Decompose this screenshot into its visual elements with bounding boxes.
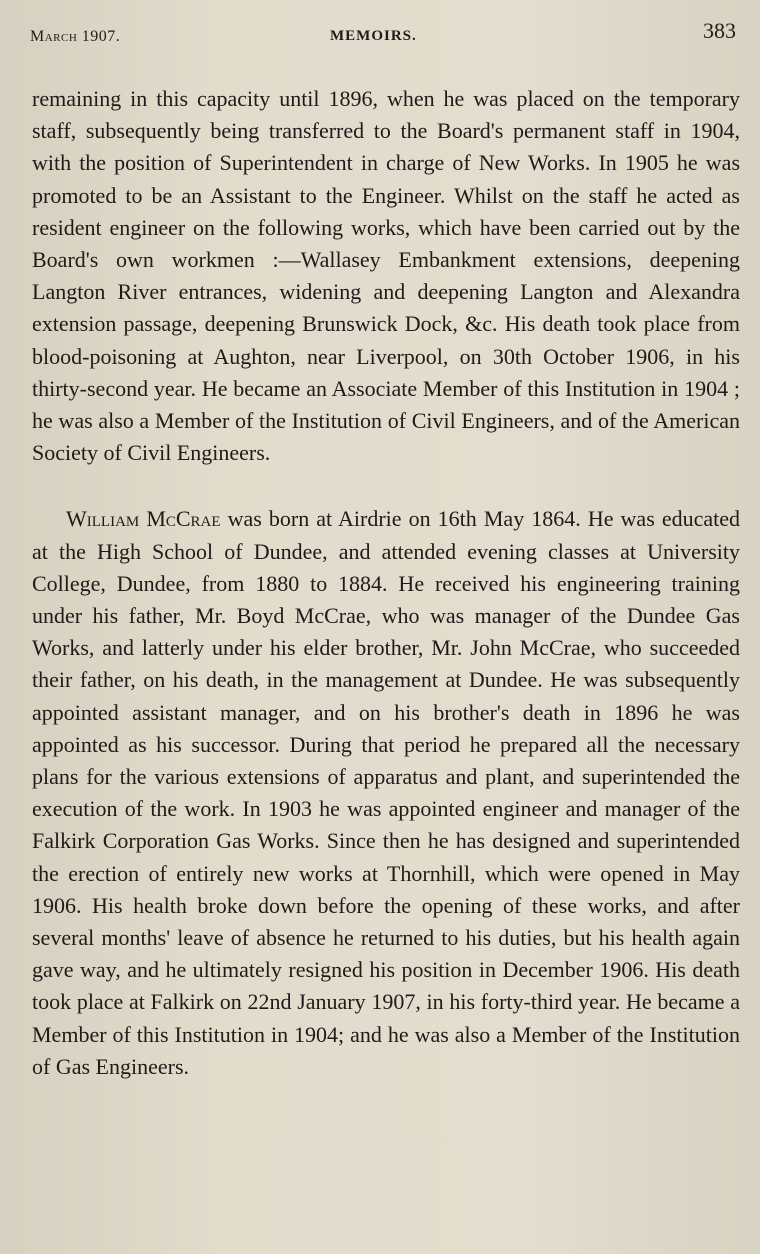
running-head xyxy=(30,18,738,48)
memoir-subject-name: William McCrae xyxy=(66,506,221,532)
memoir-paragraph-william-mccrae xyxy=(32,503,740,1083)
running-head-section: MEMOIRS. xyxy=(330,28,417,44)
running-head-date: March 1907. xyxy=(30,28,121,45)
page-number: 383 xyxy=(703,18,736,43)
memoir-text: was born at Airdrie on 16th May 1864. He was educated at the High School of Dundee, and attended evening classes at University College, Dundee, from 1880 to 1884. He received his engineering training under his father, Mr. Boyd McCrae, who was manager of the Dundee Gas Works, and latterly under his elder brother, Mr. John McCrae, who succeeded their father, on his death, in the management at Dundee. He was subsequently appointed assistant manager, and on his brother's death in 1896 he was appointed as his successor. During that period he prepared all the necessary plans for the various extensions of apparatus and plant, and superintended the execution of the work. In 1903 he was appointed engineer and manager of the Falkirk Corporation Gas Works. Since then he has designed and superintended the erection of entirely new works at Thornhill, which were opened in May 1906. His health broke down before the opening of these works, and after several months' leave of absence he returned to his duties, but his health again gave way, and he ultimately resigned his position in December 1906. His death took place at Falkirk on 22nd January 1907, in his forty-third year. He became a Member of this Institution in 1904; and he was also a Member of the Institution of Gas Engineers. xyxy=(32,506,740,1079)
page-body xyxy=(32,83,740,1083)
memoir-paragraph-continued: remaining in this capacity until 1896, when he was placed on the temporary staff, subsequently being transferred to the Board's permanent staff in 1904, with the position of Superintendent in charge of New Works. In 1905 he was promoted to be an Assistant to the Engineer. Whilst on the staff he acted as resident engineer on the following works, which have been carried out by the Board's own workmen :—Wallasey Embankment extensions, deepening Langton River entrances, widening and deepening Langton and Alexandra extension passage, deepening Brunswick Dock, &c. His death took place from blood-poisoning at Aughton, near Liverpool, on 30th October 1906, in his thirty-second year. He became an Associate Member of this Institution in 1904 ; he was also a Member of the Institution of Civil Engineers, and of the American Society of Civil Engineers. xyxy=(32,86,740,466)
